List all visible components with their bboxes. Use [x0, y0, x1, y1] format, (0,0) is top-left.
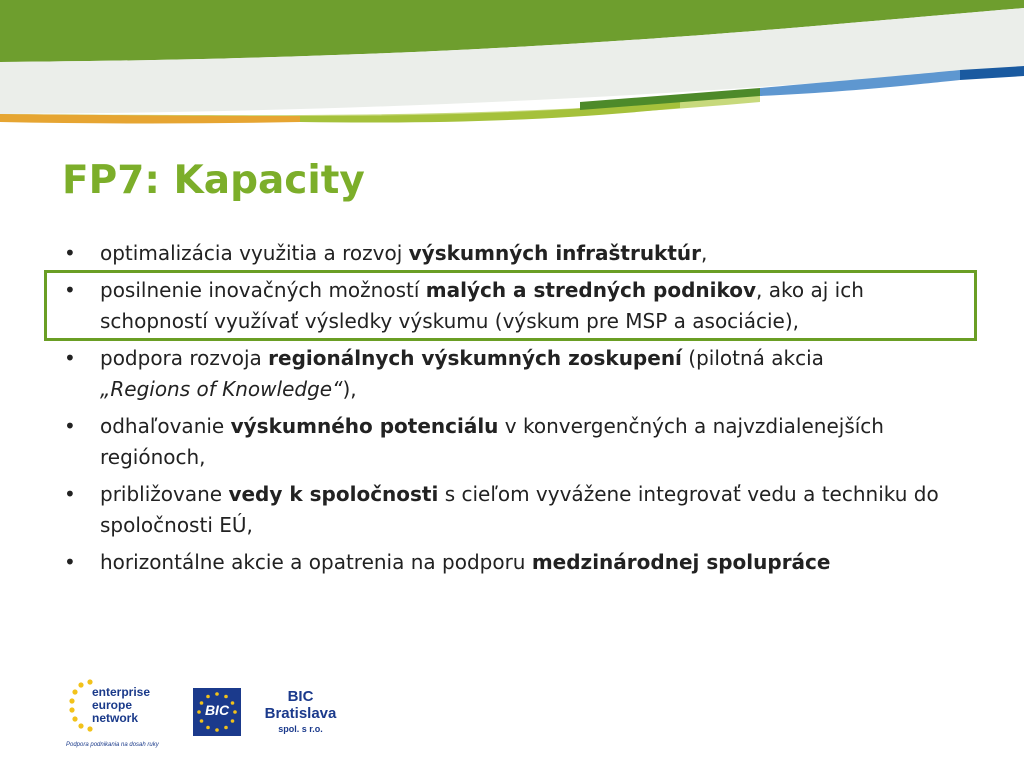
- bullet-text: v konvergenčných a najvzdialenejších regiónoch,: [100, 414, 884, 469]
- slide-title: FP7: Kapacity: [62, 158, 365, 203]
- bullet-emphasis: výskumného potenciálu: [230, 414, 499, 438]
- bullet-emphasis: medzinárodnej spolupráce: [531, 550, 831, 574]
- header-decoration: [0, 0, 1024, 130]
- enterprise-europe-network-logo: [62, 672, 172, 752]
- bullet-text: s cieľom vyvážene integrovať vedu a techniku do spoločnosti EÚ,: [100, 482, 939, 537]
- bullet-text: odhaľovanie: [100, 414, 231, 438]
- bullet-icon: •: [64, 278, 76, 302]
- bullet-icon: •: [64, 482, 76, 506]
- eu-flag-icon: BIC: [193, 688, 241, 736]
- bullet-emphasis: výskumných infraštruktúr: [408, 241, 702, 265]
- bullet-item: [62, 343, 962, 405]
- bullet-item: [62, 547, 962, 578]
- bullet-icon: •: [64, 241, 76, 265]
- bullet-text: (pilotná akcia: [681, 346, 824, 370]
- bullet-item: [62, 275, 962, 337]
- bullet-text: podpora rozvoja: [100, 346, 269, 370]
- bullet-emphasis: regionálnych výskumných zoskupení: [268, 346, 682, 370]
- een-slogan: Podpora podnikania na dosah ruky: [66, 742, 159, 748]
- bullet-text: ,: [701, 241, 708, 265]
- bullet-icon: •: [64, 414, 76, 438]
- bullet-icon: •: [64, 346, 76, 370]
- bullet-list: [62, 238, 962, 584]
- bullet-item: [62, 238, 962, 269]
- bullet-text: posilnenie inovačných možností: [100, 278, 426, 302]
- bullet-icon: •: [64, 550, 76, 574]
- bullet-text: približovane: [100, 482, 229, 506]
- bullet-text: ),: [342, 377, 357, 401]
- bic-logo-text: BIC Bratislava spol. s r.o.: [264, 688, 337, 734]
- bullet-text: optimalizácia využitia a rozvoj: [100, 241, 409, 265]
- bullet-text: , ako aj ich schopností využívať výsledky výskumu (výskum pre MSP a asociácie),: [100, 278, 864, 333]
- bullet-emphasis: malých a stredných podnikov: [425, 278, 757, 302]
- een-logo-text: enterprise europe network: [92, 685, 151, 725]
- bic-bratislava-logo: [193, 688, 353, 740]
- bullet-emphasis: vedy k spoločnosti: [228, 482, 439, 506]
- bullet-item: [62, 479, 962, 541]
- bullet-text: horizontálne akcie a opatrenia na podporu: [100, 550, 532, 574]
- bullet-item: [62, 411, 962, 473]
- bullet-italic: „Regions of Knowledge“: [100, 377, 343, 401]
